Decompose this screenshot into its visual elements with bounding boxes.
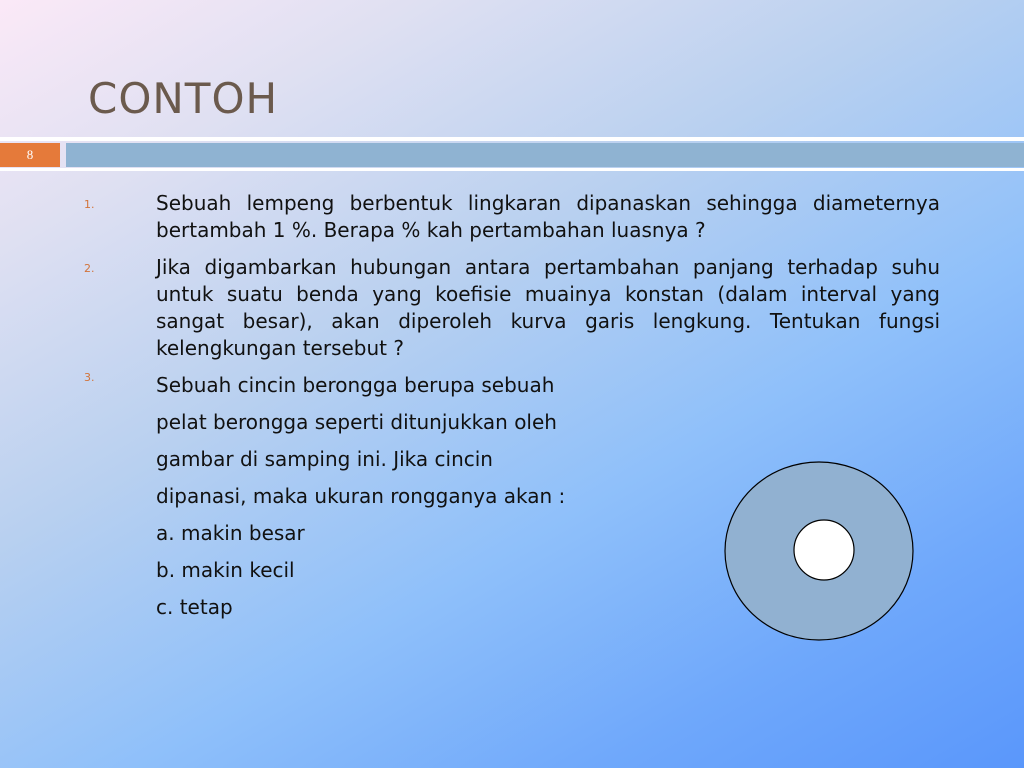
question-3-option-a: a. makin besar — [156, 521, 305, 545]
header-bar — [66, 143, 1024, 167]
question-3-line: dipanasi, maka ukuran rongganya akan : — [156, 484, 566, 508]
ring-hole — [794, 520, 854, 580]
question-1-number: 1. — [84, 198, 95, 211]
question-3-number: 3. — [84, 371, 95, 384]
question-3-line: pelat berongga seperti ditunjukkan oleh — [156, 410, 557, 434]
question-3-option-c: c. tetap — [156, 595, 233, 619]
header-rule-top — [0, 137, 1024, 141]
question-1 — [84, 190, 940, 244]
question-3-line: gambar di samping ini. Jika cincin — [156, 447, 493, 471]
slide-title: CONTOH — [88, 74, 279, 123]
question-1-text: Sebuah lempeng berbentuk lingkaran dipanaskan sehingga diameternya bertambah 1 %. Berapa % kah pertambahan luasnya ? — [156, 191, 940, 242]
question-2-number: 2. — [84, 262, 95, 275]
header-rule-bottom — [0, 168, 1024, 171]
question-2-text: Jika digambarkan hubungan antara pertambahan panjang terhadap suhu untuk suatu benda yang koefisie muainya konstan (dalam interval yang sangat besar), akan diperoleh kurva garis lengkung. Tentukan fungsi kelengkungan tersebut ? — [156, 255, 940, 360]
question-2 — [84, 254, 940, 362]
hollow-ring-figure — [724, 461, 916, 643]
question-3-line: Sebuah cincin berongga berupa sebuah — [156, 373, 555, 397]
page-number: 8 — [0, 143, 60, 167]
question-3-option-b: b. makin kecil — [156, 558, 295, 582]
